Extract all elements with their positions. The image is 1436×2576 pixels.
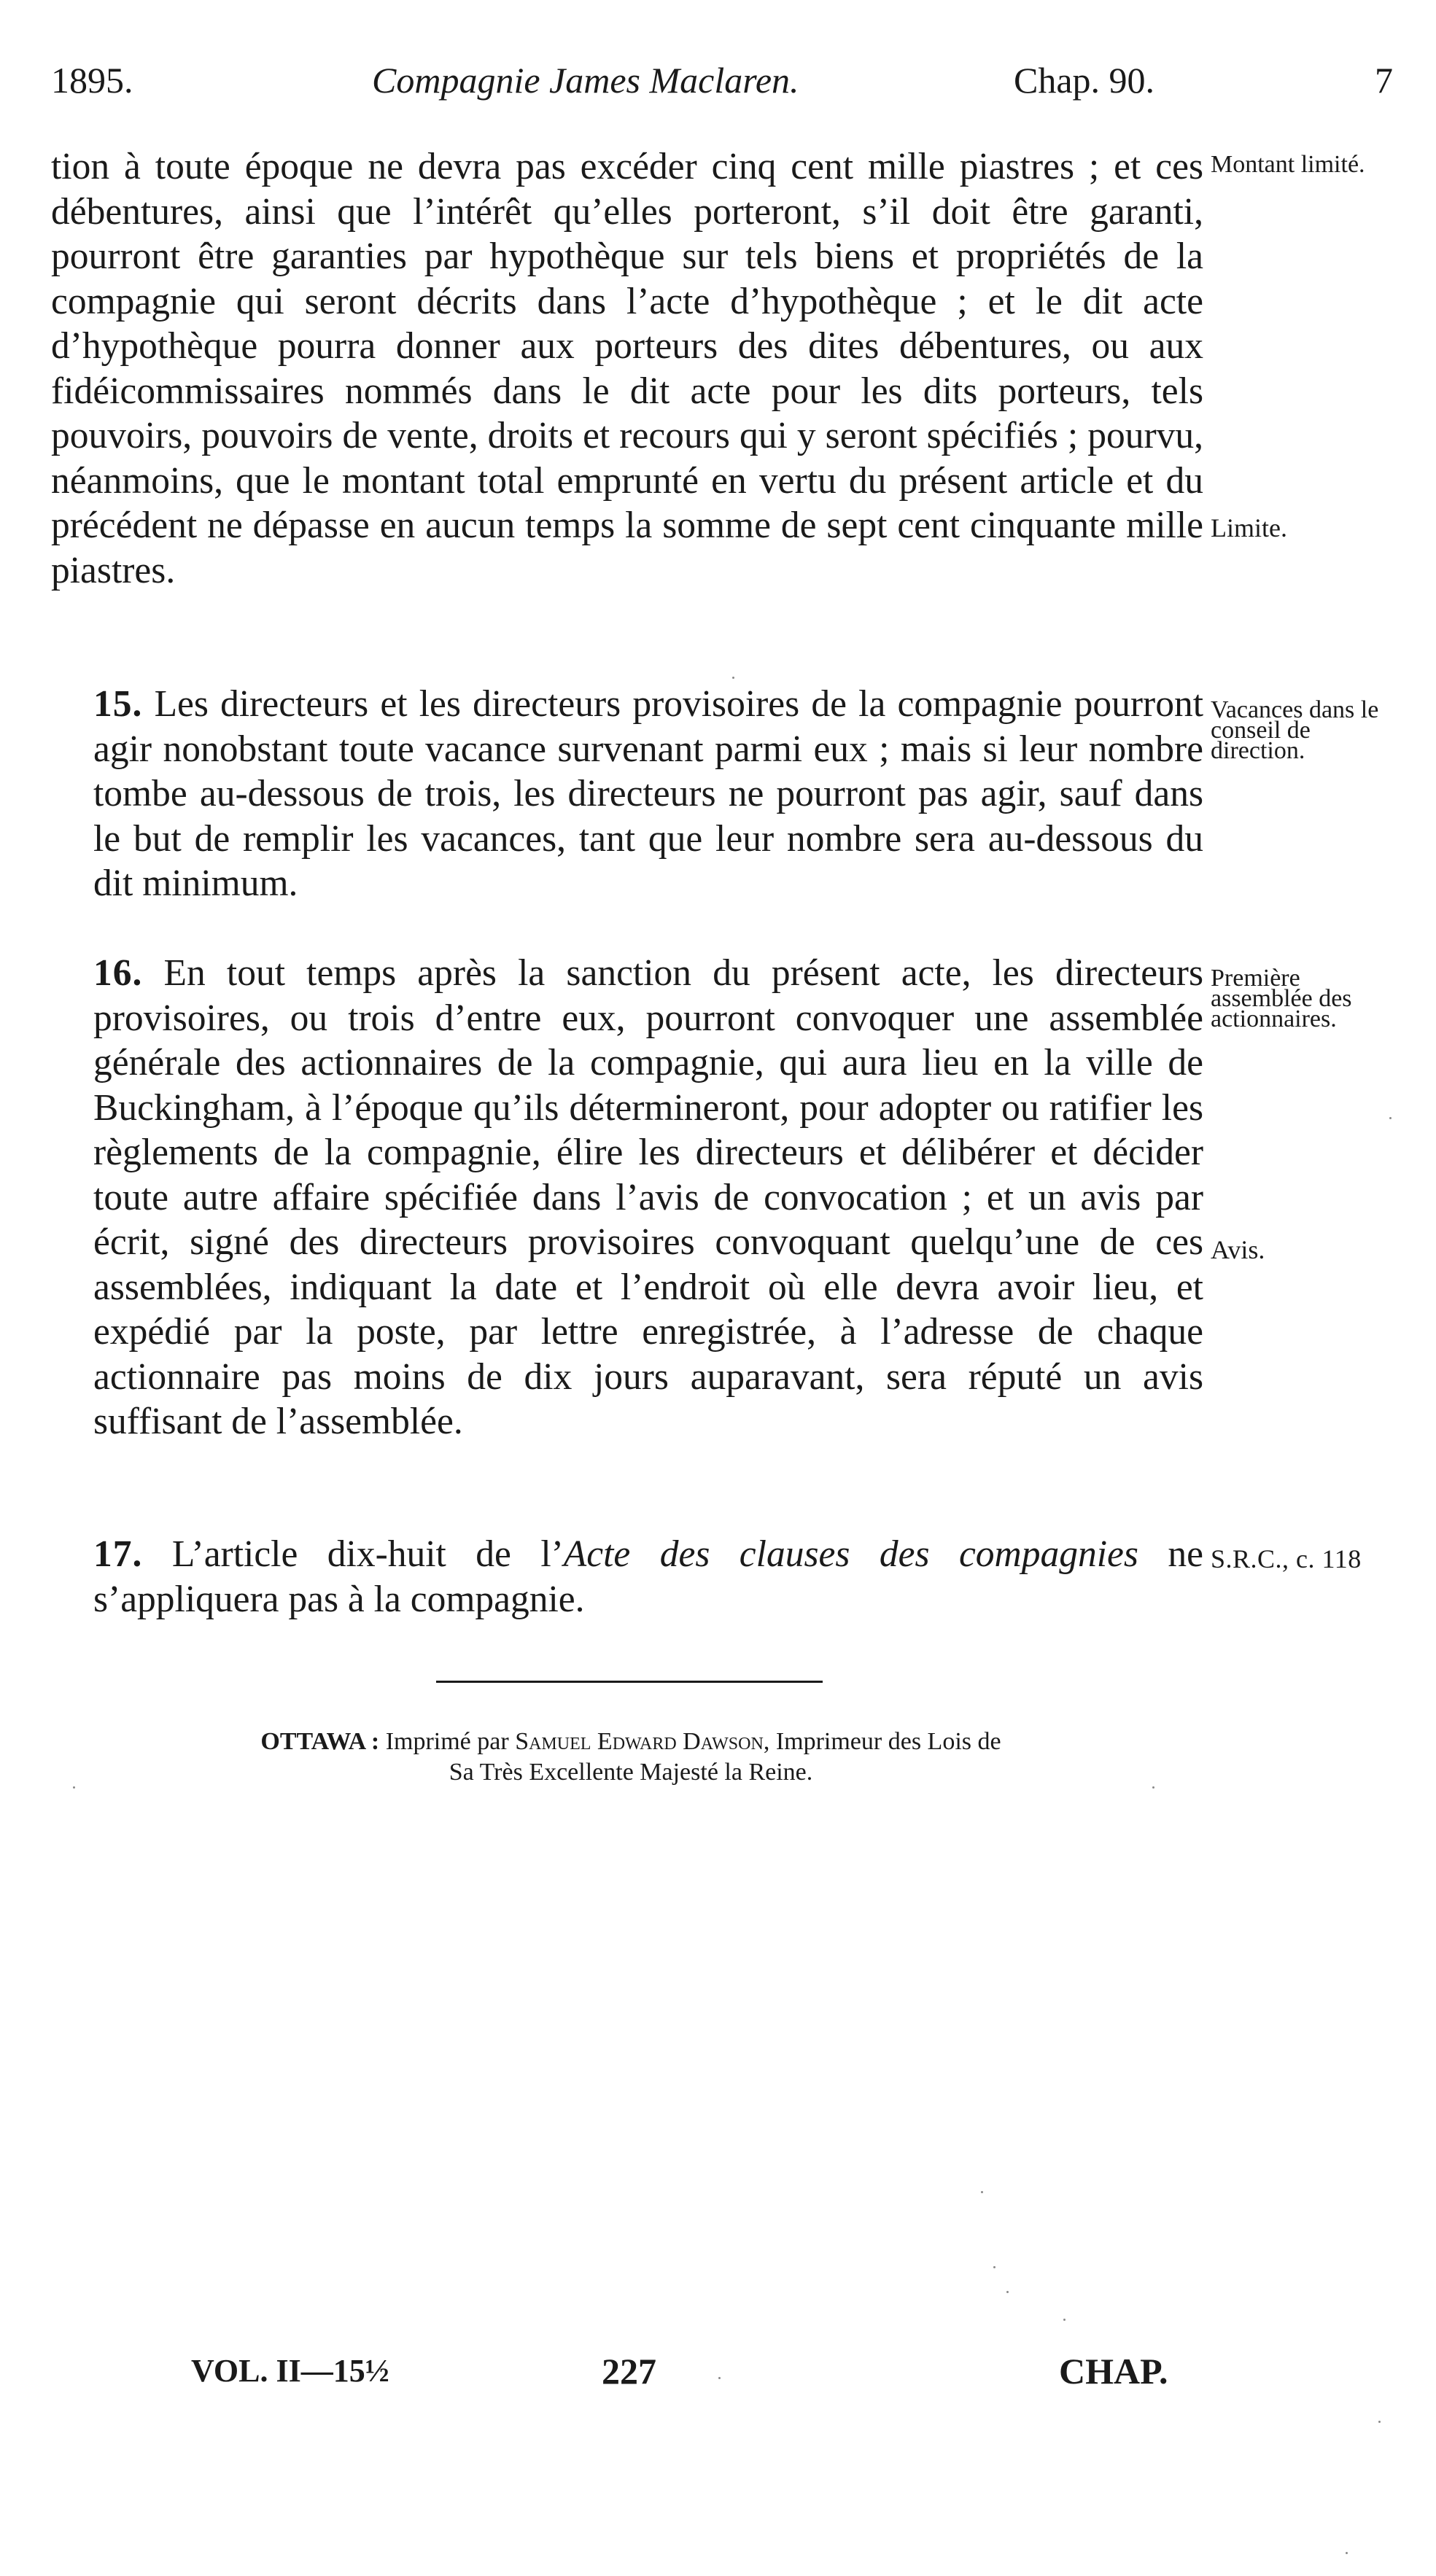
margin-note-src: S.R.C., c. 118 bbox=[1211, 1544, 1362, 1573]
scan-speck bbox=[981, 2191, 983, 2193]
scan-speck bbox=[1152, 1786, 1154, 1789]
act-title: Acte des clauses des compagnies bbox=[563, 1533, 1138, 1575]
section-text-before: L’article dix-huit de l’ bbox=[171, 1533, 564, 1575]
paragraph-text: tion à toute époque ne devra pas excéder cinq cent mille piastres ; et ces débentures, ainsi que l’intérêt qu’elles porteront, s’il doit être garanti, pourront être garanties par hypothèque sur tels biens et propriétés de la compagnie qui seront décrits dans l’acte d’hypothèque ; et le dit acte d’hypothèque pourra donner aux porteurs des dites débentures, ou aux fidéicommissaires nommés dans le dit acte pour les dits porteurs, tels pouvoirs, pouvoirs de vente, droits et recours qui y seront spécifiés ; pourvu, néanmoins, que le montant total emprunté en vertu du présent article et du précédent ne dépasse en aucun temps la somme de sept cent cinquante mille piastres. bbox=[51, 146, 1203, 591]
scan-speck bbox=[1006, 2291, 1009, 2293]
footer-catchword: CHAP. bbox=[1059, 2351, 1168, 2392]
section-17 bbox=[51, 1532, 1203, 1622]
section-number: 15. bbox=[93, 683, 143, 725]
scan-speck bbox=[73, 1786, 75, 1789]
header-title: Compagnie James Maclaren. bbox=[372, 60, 799, 101]
margin-note-montant: Montant limité. bbox=[1211, 151, 1365, 178]
section-16 bbox=[51, 951, 1203, 1444]
margin-note-limite: Limite. bbox=[1211, 513, 1287, 542]
running-header bbox=[51, 51, 1393, 109]
imprint-city: OTTAWA : bbox=[260, 1728, 380, 1755]
margin-note-vacances: Vacances dans le conseil de direction. bbox=[1211, 696, 1379, 764]
imprint-printer: Samuel Edward Dawson bbox=[515, 1728, 764, 1755]
scan-speck bbox=[718, 2377, 721, 2379]
section-15 bbox=[51, 682, 1203, 906]
paragraph-continuation bbox=[51, 144, 1203, 593]
imprint-line-2: Sa Très Excellente Majesté la Reine. bbox=[449, 1759, 813, 1786]
scan-speck bbox=[1389, 1117, 1392, 1119]
section-number: 16. bbox=[93, 952, 143, 994]
margin-note-avis: Avis. bbox=[1211, 1235, 1265, 1264]
scan-speck bbox=[993, 2266, 996, 2268]
footer-volume: VOL. II—15½ bbox=[191, 2353, 389, 2389]
page-number: 7 bbox=[1375, 60, 1393, 101]
imprint-line-1: OTTAWA : Imprimé par Samuel Edward Dawson, Imprimeur des Lois de bbox=[260, 1728, 1001, 1755]
divider-rule bbox=[436, 1681, 823, 1683]
page-footer bbox=[0, 2342, 1436, 2400]
section-text: En tout temps après la sanction du présent acte, les directeurs provisoires, ou trois d’entre eux, pourront convoquer une assemblée générale des actionnaires de la compagnie, qui aura lieu en la ville de Buckingham, à l’époque qu’ils détermineront, pour adopter ou ratifier les règlements de la compagnie, élire les directeurs et délibérer et décider toute autre affaire spécifiée dans l’avis de convocation ; et un avis par écrit, signé des directeurs provisoires convoquant quelqu’une de ces assemblées, indiquant la date et l’endroit où elle devra avoir lieu, et expédié par la poste, par lettre enregistrée, à l’adresse de chaque actionnaire pas moins de dix jours auparavant, sera réputé un avis suffisant de l’assemblée. bbox=[93, 952, 1204, 1442]
section-text-after: ne s’appliquera pas à la compagnie. bbox=[93, 1533, 1203, 1620]
scan-speck bbox=[1063, 2319, 1066, 2321]
header-chapter: Chap. 90. bbox=[1014, 60, 1155, 101]
section-text: Les directeurs et les directeurs provisoires de la compagnie pourront agir nonobstant toute vacance survenant parmi eux ; mais si leur nombre tombe au-dessous de trois, les directeurs ne pourront pas agir, sauf dans le but de remplir les vacances, tant que leur nombre sera au-dessous du dit minimum. bbox=[93, 683, 1204, 904]
header-year: 1895. bbox=[51, 60, 133, 101]
footer-number: 227 bbox=[602, 2351, 656, 2392]
scan-speck bbox=[1346, 2552, 1348, 2554]
section-number: 17. bbox=[93, 1533, 143, 1575]
scan-speck bbox=[732, 677, 734, 679]
scan-speck bbox=[1378, 2421, 1381, 2423]
imprint bbox=[109, 1727, 1152, 1788]
margin-note-premiere: Première assemblée des actionnaires. bbox=[1211, 965, 1352, 1032]
